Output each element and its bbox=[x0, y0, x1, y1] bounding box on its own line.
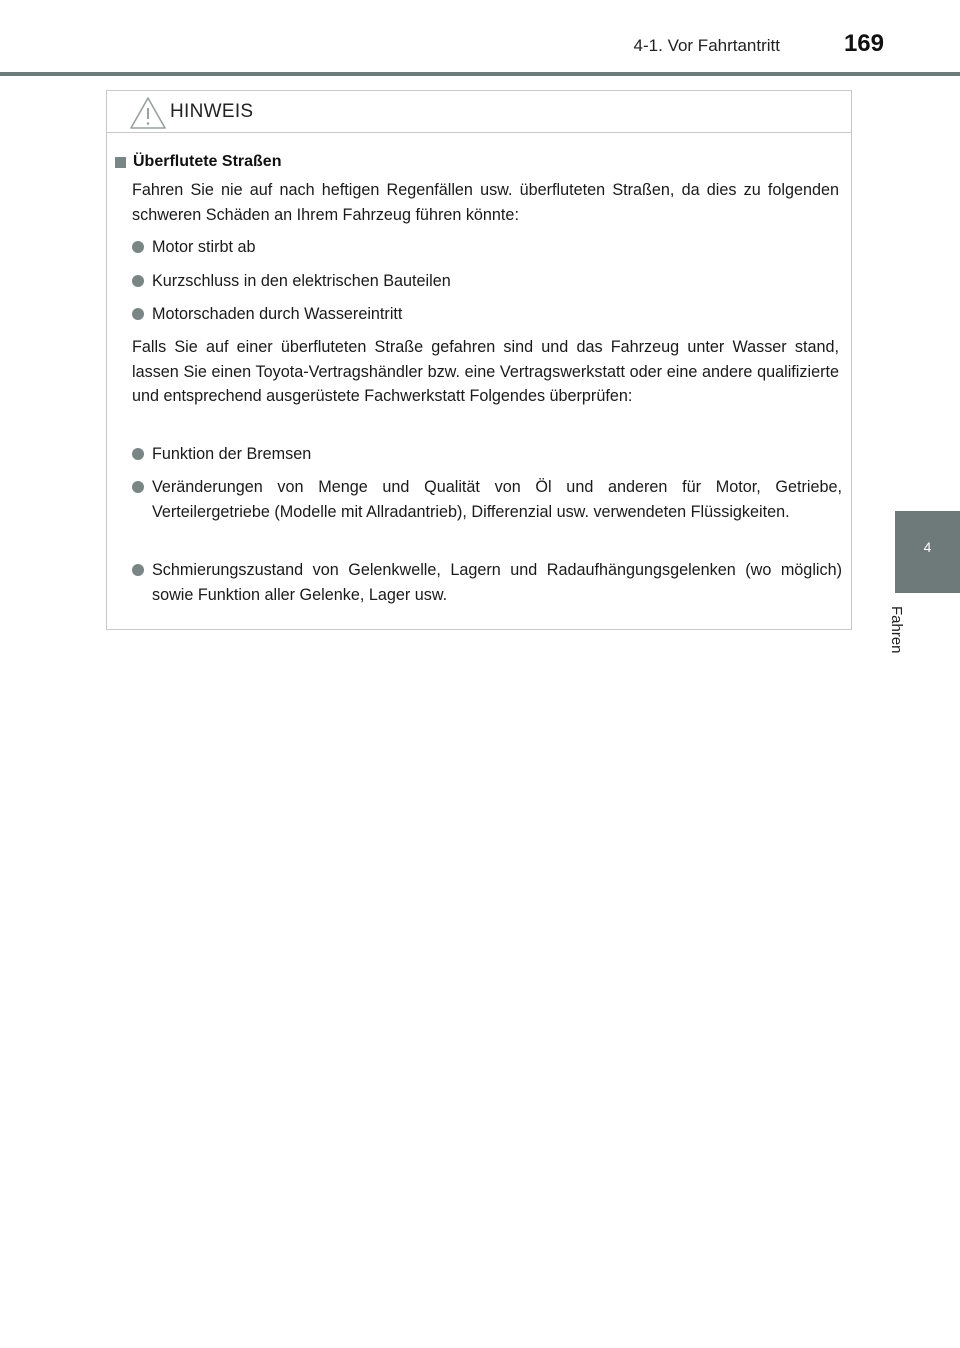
list-item: Funktion der Bremsen bbox=[132, 442, 842, 467]
circle-bullet-icon bbox=[132, 448, 144, 460]
notice-title: HINWEIS bbox=[170, 101, 254, 122]
circle-bullet-icon bbox=[132, 241, 144, 253]
chapter-number: 4 bbox=[923, 539, 932, 555]
check-paragraph: Falls Sie auf einer überfluteten Straße gefahren sind und das Fahrzeug unter Wasser stand, lassen Sie einen Toyota-Vertragshändler bzw. eine Vertragswerkstatt oder eine andere qualifizierte und entsprechend ausgerüstete Fachwerkstatt Folgendes überprüfen: bbox=[132, 338, 839, 406]
circle-bullet-icon bbox=[132, 308, 144, 320]
chapter-tab bbox=[895, 511, 960, 593]
square-bullet-icon bbox=[115, 157, 126, 168]
chapter-label bbox=[888, 606, 925, 666]
list-item: Motor stirbt ab bbox=[132, 235, 842, 260]
section-title: 4-1. Vor Fahrtantritt bbox=[633, 36, 780, 55]
circle-bullet-icon bbox=[132, 275, 144, 287]
section-heading-text: Überflutete Straßen bbox=[133, 153, 282, 170]
header-divider bbox=[0, 72, 960, 76]
warning-triangle-icon bbox=[128, 95, 168, 131]
circle-bullet-icon bbox=[132, 481, 144, 493]
circle-bullet-icon bbox=[132, 564, 144, 576]
list-item: Motorschaden durch Wassereintritt bbox=[132, 302, 842, 327]
intro-paragraph: Fahren Sie nie auf nach heftigen Regenfällen usw. überfluteten Straßen, da dies zu folgenden schweren Schäden an Ihrem Fahrzeug führen könnte: bbox=[132, 181, 839, 224]
chapter-name: Fahren bbox=[888, 606, 905, 654]
notice-box bbox=[106, 90, 852, 630]
section-heading bbox=[115, 151, 281, 173]
page-number: 169 bbox=[843, 30, 884, 57]
list-item: Veränderungen von Menge und Qualität von Öl und anderen für Motor, Getriebe, Verteilergetriebe (Modelle mit Allradantrieb), Differenzial usw. verwendeten Flüssigkeiten. bbox=[132, 475, 842, 524]
list-item: Schmierungszustand von Gelenkwelle, Lagern und Radaufhängungsgelenken (wo möglich) sowie Funktion aller Gelenke, Lager usw. bbox=[132, 558, 842, 607]
list-item: Kurzschluss in den elektrischen Bauteilen bbox=[132, 269, 842, 294]
page-header bbox=[0, 0, 960, 76]
notice-header bbox=[107, 91, 851, 133]
